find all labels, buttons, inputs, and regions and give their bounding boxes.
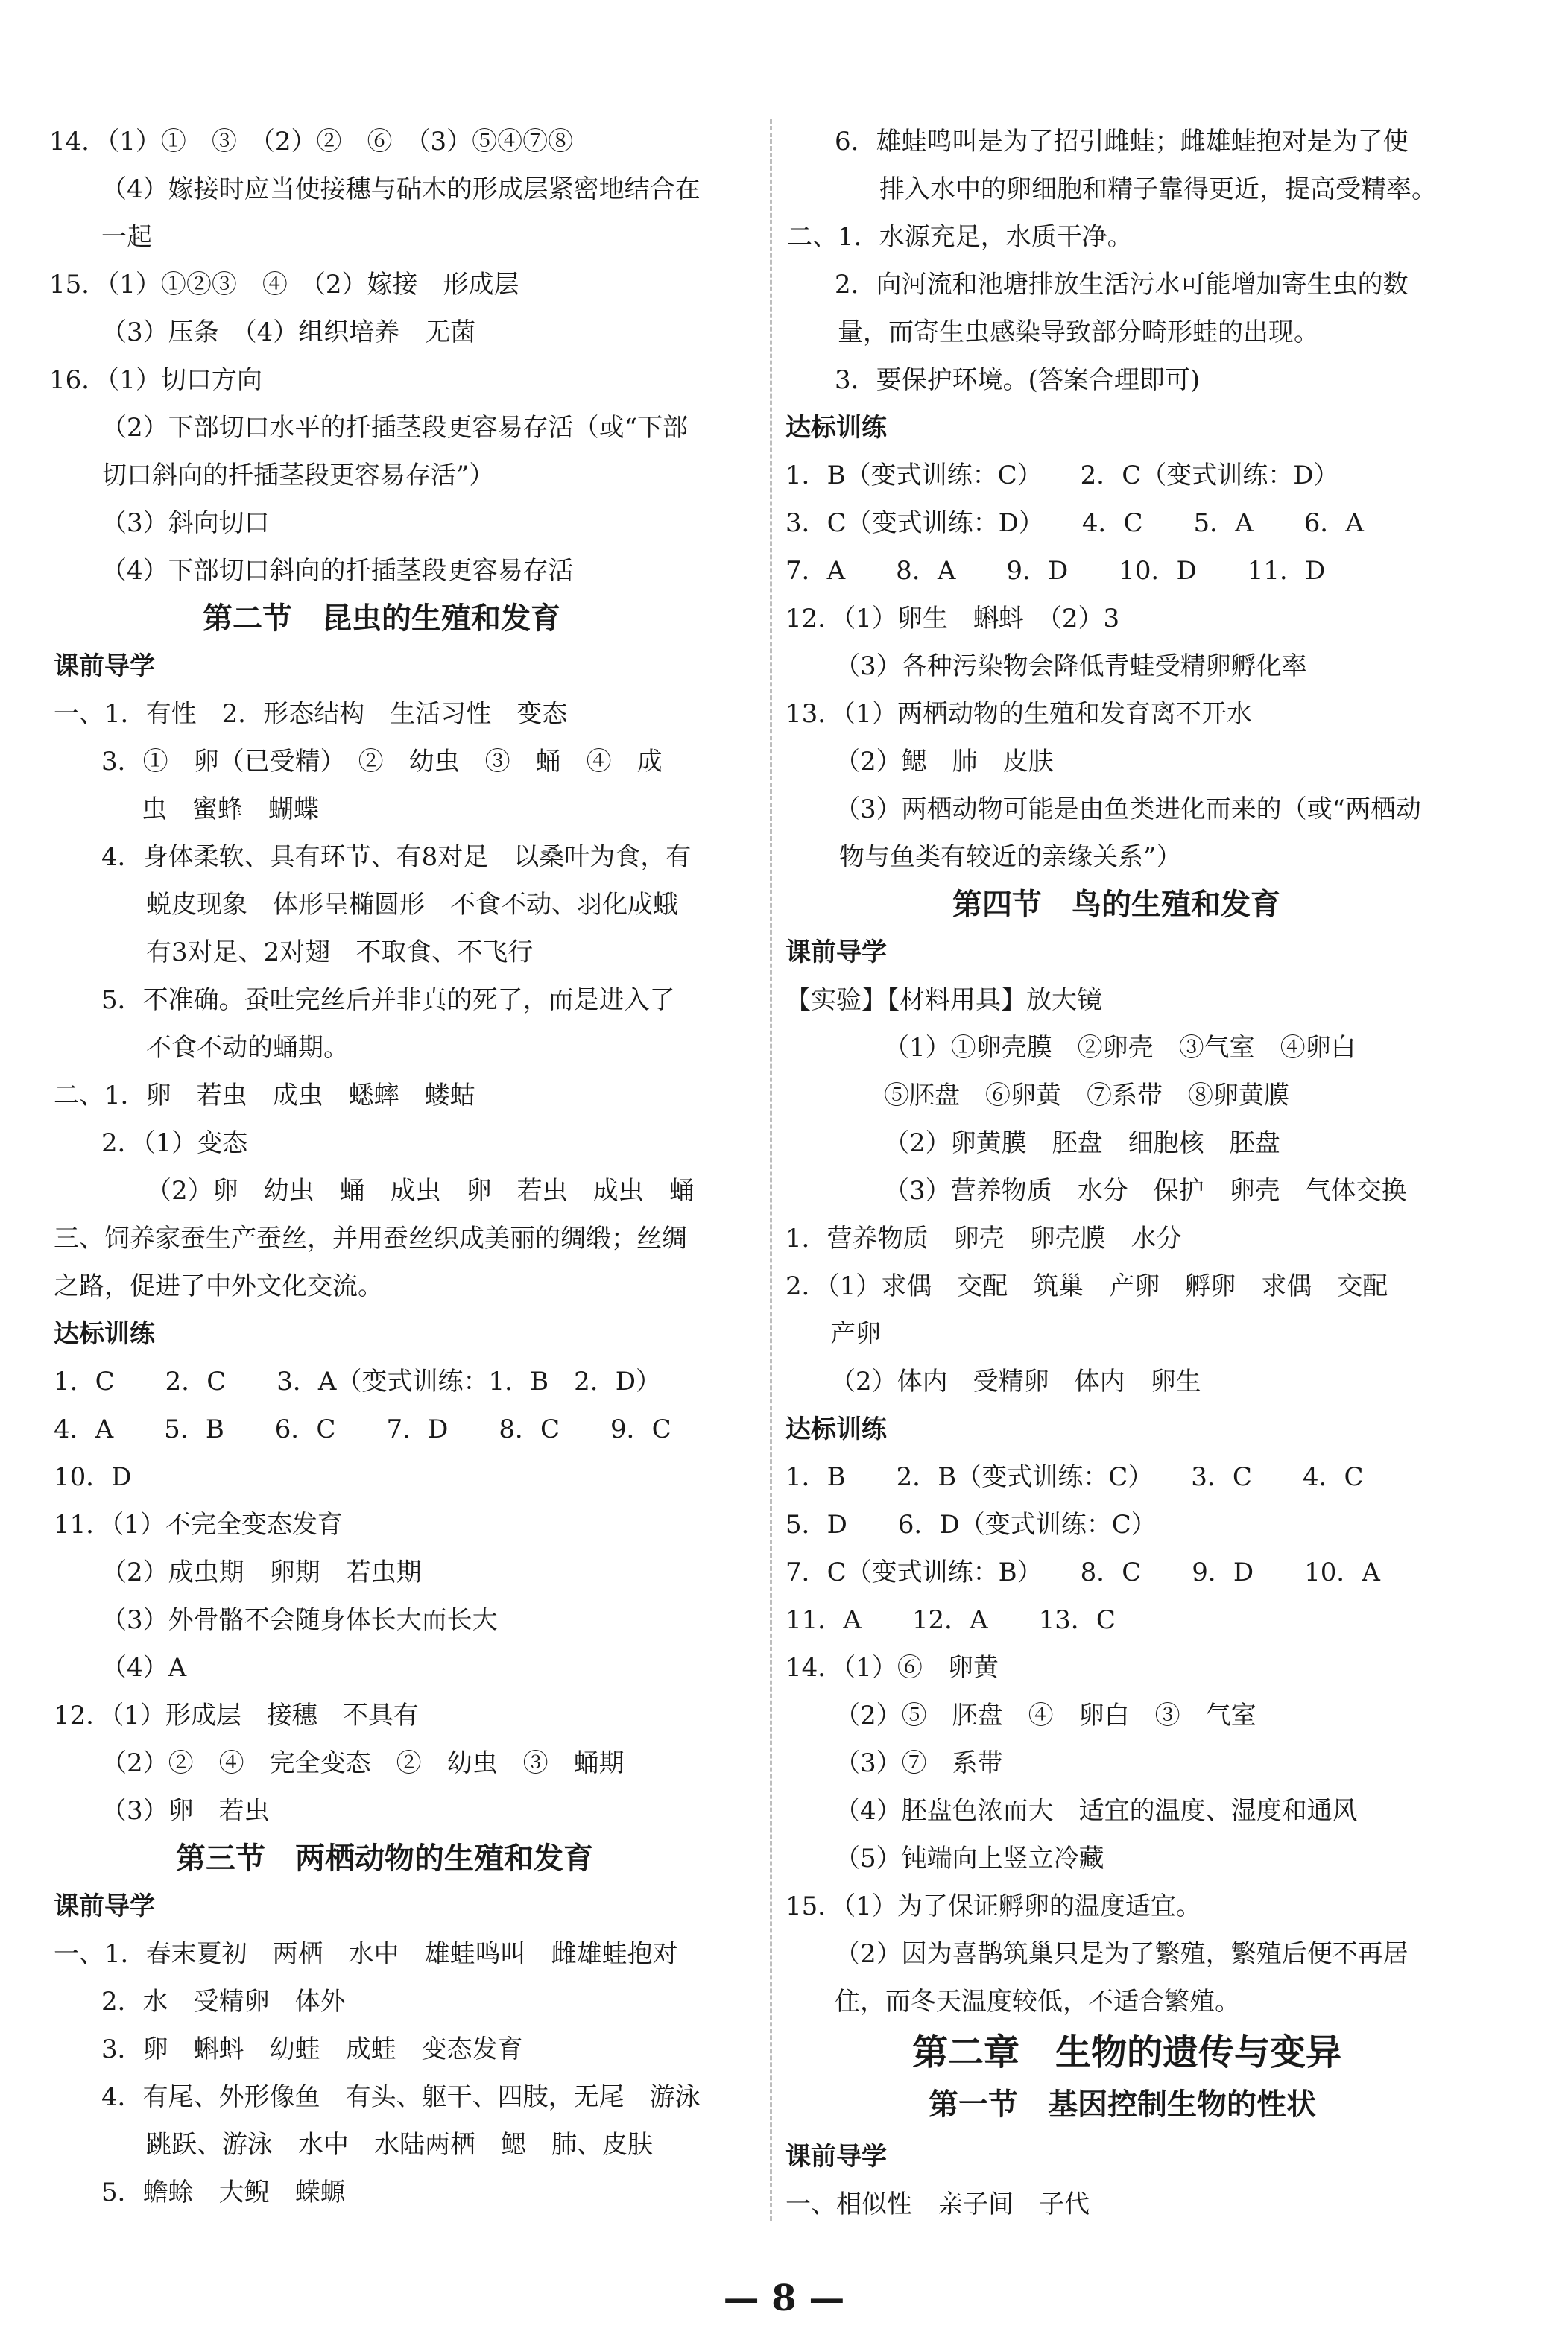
- text-line-right-4: 量，而寄生虫感染导致部分畸形蛙的出现。: [838, 317, 1319, 347]
- text-line-right-13: （2）鳃 肺 皮肤: [835, 747, 1054, 777]
- text-line-right-7: 1．B（变式训练：C） 2．C（变式训练：D）: [785, 461, 1339, 490]
- subsection-label-right-42: 课前导学: [785, 2142, 887, 2172]
- text-line-right-32: 14．（1）⑥ 卵黄: [785, 1653, 999, 1683]
- text-line-left-35: （3）卵 若虫: [101, 1796, 270, 1826]
- subsection-label-right-17: 课前导学: [785, 938, 887, 967]
- text-line-left-38: 一、1．春末夏初 两栖 水中 雄蛙鸣叫 雌雄蛙抱对: [54, 1939, 678, 1969]
- text-line-right-38: （2）因为喜鹊筑巢只是为了繁殖，繁殖后便不再居: [835, 1939, 1409, 1969]
- text-line-right-31: 11．A 12．A 13．C: [785, 1605, 1116, 1635]
- text-line-right-9: 7．A 8．A 9．D 10．D 11．D: [785, 556, 1326, 586]
- text-line-right-18: 【实验】【材料用具】放大镜: [785, 985, 1102, 1015]
- text-line-right-15: 物与鱼类有较近的亲缘关系”）: [839, 842, 1182, 872]
- text-line-left-6: （2）下部切口水平的扦插茎段更容易存活（或“下部: [101, 413, 689, 443]
- text-line-right-8: 3．C（变式训练：D） 4．C 5．A 6．A: [785, 508, 1364, 538]
- text-line-right-20: ⑤胚盘 ⑥卵黄 ⑦系带 ⑧卵黄膜: [884, 1081, 1289, 1110]
- text-line-right-10: 12．（1）卵生 蝌蚪 （2）3: [785, 604, 1120, 633]
- text-line-right-21: （2）卵黄膜 胚盘 细胞核 胚盘: [884, 1128, 1280, 1158]
- text-line-left-43: 5．蟾蜍 大鲵 蝾螈: [101, 2178, 346, 2207]
- text-line-right-2: 二、1．水源充足，水质干净。: [787, 222, 1133, 252]
- text-line-right-12: 13．（1）两栖动物的生殖和发育离不开水: [785, 699, 1252, 729]
- text-line-left-5: 16．（1）切口方向: [49, 365, 262, 395]
- text-line-left-22: （2）卵 幼虫 蛹 成虫 卵 若虫 成虫 蛹: [146, 1176, 695, 1206]
- text-line-left-1: （4）嫁接时应当使接穗与砧木的形成层紧密地结合在: [101, 174, 701, 204]
- text-line-left-26: 1．C 2．C 3．A（变式训练：1．B 2．D）: [54, 1367, 661, 1397]
- text-line-left-18: 5．不准确。蚕吐完丝后并非真的死了，而是进入了: [101, 985, 675, 1015]
- text-line-left-3: 15．（1）①②③ ④ （2）嫁接 形成层: [49, 270, 519, 300]
- text-line-left-13: 3．① 卵（已受精） ② 幼虫 ③ 蛹 ④ 成: [101, 747, 663, 777]
- text-line-right-39: 住，而冬天温度较低，不适合繁殖。: [835, 1987, 1240, 2017]
- section-heading-left-36: 第三节 两栖动物的生殖和发育: [176, 1841, 593, 1876]
- page-number: — 8 —: [723, 2277, 845, 2319]
- section-heading-right-16: 第四节 鸟的生殖和发育: [952, 888, 1280, 922]
- section-heading-right-41: 第一节 基因控制生物的性状: [929, 2087, 1316, 2122]
- text-line-left-15: 4．身体柔软、具有环节、有8对足 以桑叶为食，有: [101, 842, 692, 872]
- text-line-right-5: 3．要保护环境。(答案合理即可): [835, 365, 1201, 395]
- text-line-left-12: 一、1．有性 2．形态结构 生活习性 变态: [54, 699, 568, 729]
- subsection-label-left-25: 达标训练: [54, 1319, 155, 1349]
- text-line-right-11: （3）各种污染物会降低青蛙受精卵孵化率: [835, 651, 1307, 681]
- text-line-right-23: 1．营养物质 卵壳 卵壳膜 水分: [785, 1224, 1182, 1253]
- text-line-left-41: 4．有尾、外形像鱼 有头、躯干、四肢，无尾 游泳: [101, 2082, 701, 2112]
- subsection-label-left-11: 课前导学: [54, 651, 155, 681]
- text-line-right-33: （2）⑤ 胚盘 ④ 卵白 ③ 气室: [835, 1701, 1256, 1730]
- text-line-right-37: 15．（1）为了保证孵卵的温度适宜。: [785, 1891, 1201, 1921]
- text-line-left-30: （2）成虫期 卵期 若虫期: [101, 1558, 422, 1587]
- text-line-left-2: 一起: [101, 222, 152, 252]
- text-line-right-25: 产卵: [830, 1319, 881, 1349]
- text-line-left-19: 不食不动的蛹期。: [146, 1033, 349, 1063]
- text-line-left-42: 跳跃、游泳 水中 水陆两栖 鳃 肺、皮肤: [146, 2130, 653, 2160]
- text-line-left-40: 3．卵 蝌蚪 幼蛙 成蛙 变态发育: [101, 2035, 523, 2064]
- text-line-left-20: 二、1．卵 若虫 成虫 蟋蟀 蝼蛄: [54, 1081, 475, 1110]
- subsection-label-right-27: 达标训练: [785, 1414, 887, 1444]
- text-line-left-9: （4）下部切口斜向的扦插茎段更容易存活: [101, 556, 574, 586]
- text-line-left-31: （3）外骨骼不会随身体长大而长大: [101, 1605, 498, 1635]
- text-line-left-7: 切口斜向的扦插茎段更容易存活”）: [101, 461, 495, 490]
- text-line-left-21: 2．（1）变态: [101, 1128, 248, 1158]
- section-heading-right-40: 第二章 生物的遗传与变异: [912, 2032, 1342, 2073]
- text-line-right-26: （2）体内 受精卵 体内 卵生: [830, 1367, 1201, 1397]
- text-line-right-30: 7．C（变式训练：B） 8．C 9．D 10．A: [785, 1558, 1380, 1587]
- text-line-right-43: 一、相似性 亲子间 子代: [785, 2190, 1090, 2219]
- text-line-left-23: 三、饲养家蚕生产蚕丝，并用蚕丝织成美丽的绸缎；丝绸: [54, 1224, 687, 1253]
- text-line-right-22: （3）营养物质 水分 保护 卵壳 气体交换: [884, 1176, 1407, 1206]
- section-heading-left-10: 第二节 昆虫的生殖和发育: [203, 601, 560, 636]
- text-line-right-19: （1）①卵壳膜 ②卵壳 ③气室 ④卵白: [884, 1033, 1356, 1063]
- text-line-right-29: 5．D 6．D（变式训练：C）: [785, 1510, 1157, 1540]
- text-line-left-27: 4．A 5．B 6．C 7．D 8．C 9．C: [54, 1414, 671, 1444]
- text-line-left-28: 10．D: [54, 1462, 132, 1492]
- text-line-left-14: 虫 蜜蜂 蝴蝶: [142, 794, 319, 824]
- text-line-right-3: 2．向河流和池塘排放生活污水可能增加寄生虫的数: [835, 270, 1409, 300]
- text-line-right-35: （4）胚盘色浓而大 适宜的温度、湿度和通风: [835, 1796, 1358, 1826]
- text-line-left-33: 12．（1）形成层 接穗 不具有: [54, 1701, 419, 1730]
- column-divider: [770, 119, 772, 2221]
- text-line-left-8: （3）斜向切口: [101, 508, 270, 538]
- subsection-label-right-6: 达标训练: [785, 413, 887, 443]
- text-line-left-29: 11．（1）不完全变态发育: [54, 1510, 343, 1540]
- text-line-right-14: （3）两栖动物可能是由鱼类进化而来的（或“两栖动: [835, 794, 1422, 824]
- subsection-label-left-37: 课前导学: [54, 1891, 155, 1921]
- text-line-right-1: 排入水中的卵细胞和精子靠得更近，提高受精率。: [879, 174, 1437, 204]
- text-line-left-17: 有3对足、2对翅 不取食、不飞行: [146, 938, 534, 967]
- text-line-right-36: （5）钝端向上竖立冷藏: [835, 1844, 1104, 1874]
- text-line-left-4: （3）压条 （4）组织培养 无菌: [101, 317, 476, 347]
- text-line-left-0: 14．（1）① ③ （2）② ⑥ （3）⑤④⑦⑧: [49, 127, 574, 157]
- text-line-right-28: 1．B 2．B（变式训练：C） 3．C 4．C: [785, 1462, 1364, 1492]
- text-line-left-34: （2）② ④ 完全变态 ② 幼虫 ③ 蛹期: [101, 1748, 625, 1778]
- text-line-left-39: 2．水 受精卵 体外: [101, 1987, 346, 2017]
- text-line-right-0: 6．雄蛙鸣叫是为了招引雌蛙；雌雄蛙抱对是为了使: [835, 127, 1409, 157]
- text-line-right-34: （3）⑦ 系带: [835, 1748, 1003, 1778]
- text-line-left-24: 之路，促进了中外文化交流。: [54, 1271, 383, 1301]
- text-line-left-32: （4）A: [101, 1653, 187, 1683]
- text-line-right-24: 2．（1）求偶 交配 筑巢 产卵 孵卵 求偶 交配: [785, 1271, 1388, 1301]
- text-line-left-16: 蜕皮现象 体形呈椭圆形 不食不动、羽化成蛾: [146, 890, 678, 920]
